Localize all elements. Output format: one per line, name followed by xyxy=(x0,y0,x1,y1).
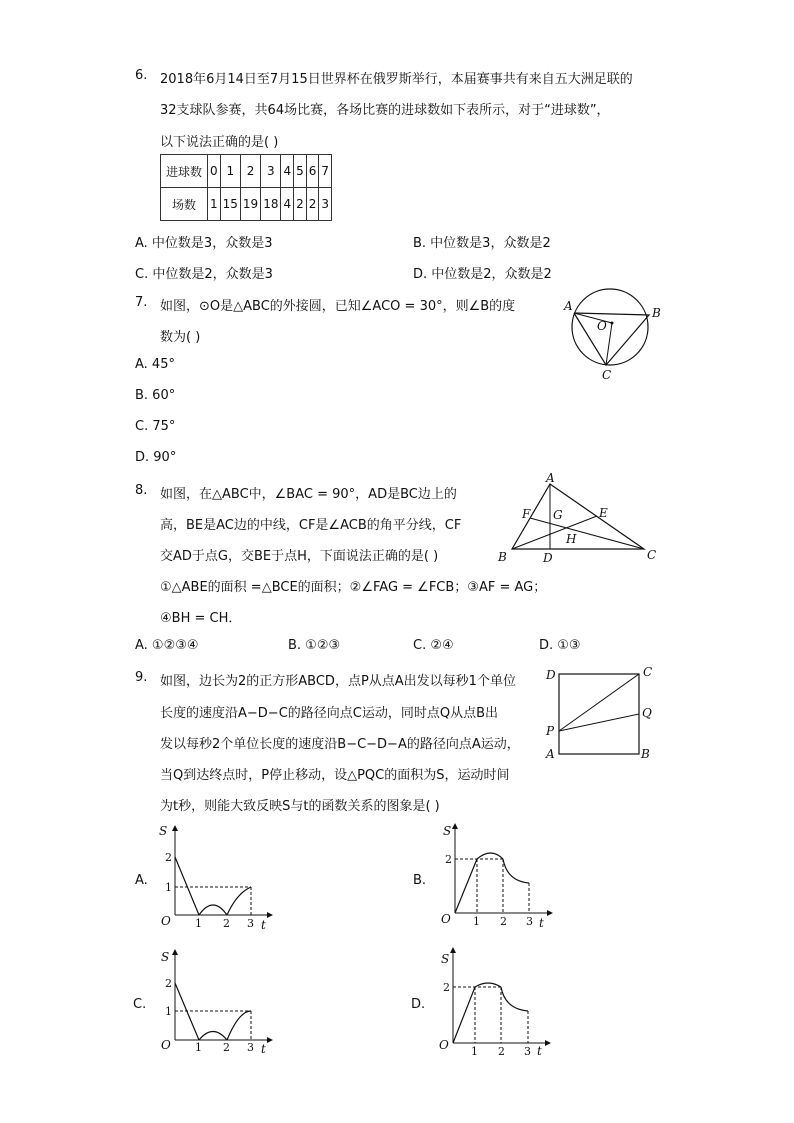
origin-label: O xyxy=(161,914,171,928)
q9-square-figure xyxy=(540,662,665,762)
graph-arc-1 xyxy=(199,1032,227,1041)
tick-x2: 2 xyxy=(223,1041,230,1054)
graph-rise xyxy=(455,859,477,913)
table-cell: 2 xyxy=(306,188,319,221)
q9-graph-a[interactable] xyxy=(155,823,275,931)
axis-label-t: t xyxy=(261,1042,266,1056)
tick-y2: 2 xyxy=(443,981,450,994)
label-c: C xyxy=(647,548,657,562)
graph-drop xyxy=(501,987,528,1011)
table-cell: 4 xyxy=(281,155,294,188)
q7-option-d[interactable]: D. 90° xyxy=(135,450,177,465)
graph-arc-2 xyxy=(227,1011,251,1040)
y-axis-arrow-icon xyxy=(452,823,458,829)
table-header-goals: 进球数 xyxy=(161,155,208,188)
tick-x3: 3 xyxy=(524,1045,531,1058)
q8-option-c[interactable]: C. ②④ xyxy=(413,638,454,653)
label-g: G xyxy=(553,508,563,522)
x-axis-arrow-icon xyxy=(545,1040,551,1046)
q8-text-line3: 交AD于点G，交BE于点H，下面说法正确的是( ) xyxy=(160,549,439,564)
label-b: B xyxy=(652,306,661,320)
label-o: O xyxy=(597,319,607,333)
triangle-abc xyxy=(574,313,649,365)
tick-x1: 1 xyxy=(473,915,480,928)
table-cell: 0 xyxy=(208,155,221,188)
q8-number: 8. xyxy=(135,483,148,498)
table-row xyxy=(161,155,332,188)
graph-segment-line xyxy=(175,857,199,915)
graph-drop xyxy=(503,859,529,883)
label-c: C xyxy=(602,368,612,382)
q6-option-c[interactable]: C. 中位数是2，众数是3 xyxy=(135,267,273,282)
tick-x3: 3 xyxy=(526,915,533,928)
axis-label-t: t xyxy=(539,916,544,930)
tick-x1: 1 xyxy=(195,1041,202,1054)
origin-label: O xyxy=(441,912,451,926)
graph-arc-1 xyxy=(199,905,227,915)
q9-graph-d[interactable] xyxy=(433,945,553,1057)
graph-hump xyxy=(475,983,501,987)
tick-x3: 3 xyxy=(247,917,254,930)
q6-option-d[interactable]: D. 中位数是2，众数是2 xyxy=(413,267,552,282)
table-cell: 19 xyxy=(240,188,260,221)
q6-text-line1: 2018年6月14日至7月15日世界杯在俄罗斯举行，本届赛事共有来自五大洲足联的 xyxy=(160,72,633,87)
origin-label: O xyxy=(161,1038,171,1052)
label-a: A xyxy=(564,299,573,313)
table-cell: 4 xyxy=(281,188,294,221)
label-b: B xyxy=(498,550,507,564)
axis-label-t: t xyxy=(261,918,266,932)
q9-text-line2: 长度的速度沿A−D−C的路径向点C运动，同时点Q从点B出 xyxy=(160,706,498,721)
y-axis-arrow-icon xyxy=(172,825,178,831)
y-axis-arrow-icon xyxy=(450,947,456,953)
axis-label-s: S xyxy=(443,824,452,838)
axis-label-s: S xyxy=(161,950,170,964)
graph-rise xyxy=(453,987,475,1043)
q9-option-c[interactable]: C. xyxy=(133,997,147,1012)
q6-goals-table xyxy=(160,154,332,221)
label-e: E xyxy=(599,506,608,520)
x-axis-arrow-icon xyxy=(547,910,553,916)
q6-option-b[interactable]: B. 中位数是3，众数是2 xyxy=(413,236,551,251)
q9-graph-b[interactable] xyxy=(435,821,555,931)
tick-y1: 1 xyxy=(165,1005,172,1018)
q7-number: 7. xyxy=(135,295,148,310)
q9-text-line5: 为t秒，则能大致反映S与t的函数关系的图象是( ) xyxy=(160,799,440,814)
axis-label-s: S xyxy=(441,952,450,966)
q7-option-a[interactable]: A. 45° xyxy=(135,357,175,372)
q8-text-line2: 高，BE是AC边的中线，CF是∠ACB的角平分线，CF xyxy=(160,518,462,533)
table-cell: 18 xyxy=(261,188,281,221)
q7-option-b[interactable]: B. 60° xyxy=(135,388,176,403)
origin-label: O xyxy=(439,1038,449,1052)
table-cell: 2 xyxy=(240,155,260,188)
table-cell: 5 xyxy=(294,155,307,188)
table-cell: 3 xyxy=(261,155,281,188)
q6-text-line2: 32支球队参赛，共64场比赛，各场比赛的进球数如下表所示，对于“进球数”， xyxy=(160,103,610,118)
q8-text-line5: ④BH = CH． xyxy=(160,611,242,626)
q7-text-line1: 如图，⊙O是△ABC的外接圆，已知∠ACO = 30°，则∠B的度 xyxy=(160,299,516,314)
q6-number: 6. xyxy=(135,68,148,83)
table-cell: 6 xyxy=(306,155,319,188)
table-row xyxy=(161,188,332,221)
bisector-cf xyxy=(530,518,644,549)
label-d: D xyxy=(546,668,556,682)
label-b: B xyxy=(641,747,650,761)
q9-text-line3: 发以每秒2个单位长度的速度沿B−C−D−A的路径向点A运动， xyxy=(160,737,520,752)
q6-text-line3: 以下说法正确的是( ) xyxy=(160,135,279,150)
axis-label-t: t xyxy=(537,1044,542,1058)
q7-circle-figure xyxy=(560,285,670,385)
graph-arc-2 xyxy=(227,887,251,915)
table-cell: 15 xyxy=(220,188,240,221)
y-axis-arrow-icon xyxy=(172,949,178,955)
label-a: A xyxy=(546,471,555,485)
label-h: H xyxy=(566,532,577,546)
tick-y2: 2 xyxy=(445,853,452,866)
table-cell: 2 xyxy=(294,188,307,221)
x-axis-arrow-icon xyxy=(267,912,273,918)
label-f: F xyxy=(522,507,531,521)
label-q: Q xyxy=(642,706,652,720)
q8-text-line1: 如图，在△ABC中，∠BAC = 90°，AD是BC边上的 xyxy=(160,487,457,502)
q7-option-c[interactable]: C. 75° xyxy=(135,419,176,434)
center-point xyxy=(611,322,614,325)
q9-option-a[interactable]: A. xyxy=(135,873,148,888)
q9-option-d[interactable]: D. xyxy=(411,997,426,1012)
tick-x1: 1 xyxy=(471,1045,478,1058)
x-axis-arrow-icon xyxy=(267,1037,273,1043)
q8-text-line4: ①△ABE的面积 =△BCE的面积；②∠FAG = ∠FCB；③AF = AG； xyxy=(160,580,547,595)
q9-graph-c[interactable] xyxy=(155,947,275,1057)
table-cell: 1 xyxy=(220,155,240,188)
square-abcd xyxy=(559,674,639,754)
tick-x2: 2 xyxy=(498,1045,505,1058)
tick-x2: 2 xyxy=(223,917,230,930)
tick-x2: 2 xyxy=(500,915,507,928)
q9-text-line4: 当Q到达终点时，P停止移动，设△PQC的面积为S，运动时间 xyxy=(160,768,510,783)
q9-number: 9. xyxy=(135,670,148,685)
table-cell: 7 xyxy=(319,155,332,188)
tick-y2: 2 xyxy=(165,851,172,864)
table-cell: 1 xyxy=(208,188,221,221)
q8-option-b[interactable]: B. ①②③ xyxy=(288,638,341,653)
q8-triangle-figure xyxy=(494,471,664,566)
tick-x3: 3 xyxy=(247,1041,254,1054)
label-c: C xyxy=(643,665,653,679)
label-a: A xyxy=(546,747,555,761)
q8-option-d[interactable]: D. ①③ xyxy=(539,638,581,653)
axis-label-s: S xyxy=(159,824,168,838)
q7-text-line2: 数为( ) xyxy=(160,330,201,345)
label-p: P xyxy=(546,724,555,738)
tick-x1: 1 xyxy=(195,917,202,930)
circumcircle xyxy=(572,289,648,365)
q8-option-a[interactable]: A. ①②③④ xyxy=(135,638,199,653)
q9-text-line1: 如图，边长为2的正方形ABCD，点P从点A出发以每秒1个单位 xyxy=(160,674,516,689)
triangle-abc xyxy=(512,484,644,549)
table-header-matches: 场数 xyxy=(161,188,208,221)
tick-y1: 1 xyxy=(165,881,172,894)
label-d: D xyxy=(543,551,553,565)
q6-option-a[interactable]: A. 中位数是3，众数是3 xyxy=(135,236,273,251)
q9-option-b[interactable]: B. xyxy=(413,873,427,888)
tick-y2: 2 xyxy=(165,977,172,990)
table-cell: 3 xyxy=(319,188,332,221)
graph-hump xyxy=(477,853,503,859)
